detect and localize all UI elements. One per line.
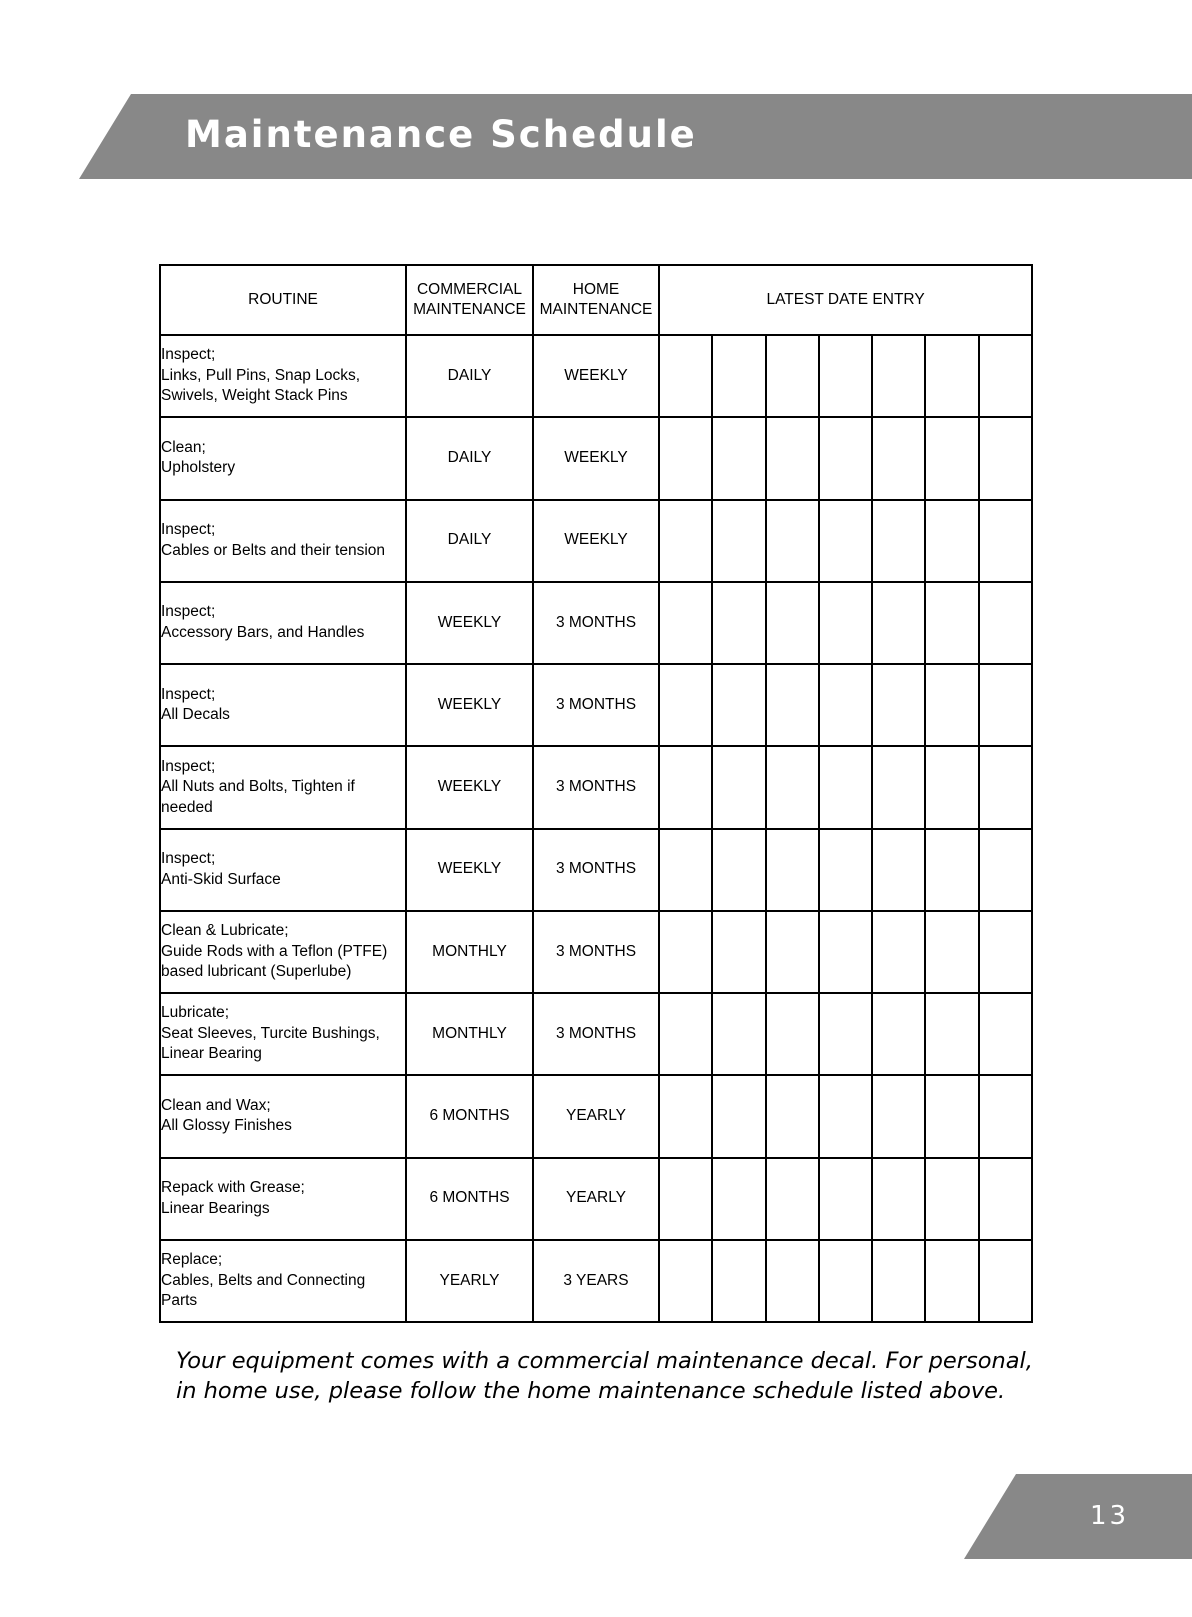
routine-line: All Nuts and Bolts, Tighten if <box>161 778 355 796</box>
date-entry-cell[interactable] <box>819 746 872 828</box>
date-entry-cell[interactable] <box>766 829 819 911</box>
home-frequency-cell: WEEKLY <box>533 500 659 582</box>
date-entry-cell[interactable] <box>872 664 925 746</box>
routine-line: Clean and Wax; <box>161 1096 271 1114</box>
routine-line: Replace; <box>161 1251 223 1269</box>
date-entry-cell[interactable] <box>766 1075 819 1157</box>
date-entry-cell[interactable] <box>925 417 978 499</box>
routine-line: Linear Bearing <box>161 1045 262 1063</box>
date-entry-cell[interactable] <box>819 417 872 499</box>
commercial-frequency-cell: WEEKLY <box>406 664 533 746</box>
routine-line: based lubricant (Superlube) <box>161 963 352 981</box>
table-row <box>160 664 1032 746</box>
date-entry-cell[interactable] <box>659 746 712 828</box>
date-entry-cell[interactable] <box>659 1158 712 1240</box>
date-entry-cell[interactable] <box>979 911 1032 993</box>
date-entry-cell[interactable] <box>712 582 765 664</box>
date-entry-cell[interactable] <box>925 993 978 1075</box>
date-entry-cell[interactable] <box>979 1240 1032 1322</box>
date-entry-cell[interactable] <box>925 335 978 417</box>
commercial-frequency-cell: 6 MONTHS <box>406 1075 533 1157</box>
table-row <box>160 582 1032 664</box>
home-frequency-cell: YEARLY <box>533 1075 659 1157</box>
routine-line: Cables, Belts and Connecting <box>161 1271 366 1289</box>
date-entry-cell[interactable] <box>766 1158 819 1240</box>
header-home-line-1: HOME <box>572 280 620 298</box>
routine-cell <box>160 911 406 993</box>
date-entry-cell[interactable] <box>979 829 1032 911</box>
routine-line: needed <box>161 798 213 816</box>
routine-line: Cables or Belts and their tension <box>161 541 386 559</box>
date-entry-cell[interactable] <box>925 1158 978 1240</box>
page-title: Maintenance Schedule <box>185 113 697 156</box>
home-frequency-cell: WEEKLY <box>533 417 659 499</box>
date-entry-cell[interactable] <box>979 1158 1032 1240</box>
footer-note-line-1: Your equipment comes with a commercial maintenance decal. For personal, <box>176 1348 1033 1374</box>
routine-cell <box>160 746 406 828</box>
table-row <box>160 1240 1032 1322</box>
date-entry-cell[interactable] <box>872 500 925 582</box>
commercial-frequency-cell: DAILY <box>406 417 533 499</box>
date-entry-cell[interactable] <box>712 500 765 582</box>
date-entry-cell[interactable] <box>659 1075 712 1157</box>
date-entry-cell[interactable] <box>659 911 712 993</box>
home-frequency-cell: 3 MONTHS <box>533 993 659 1075</box>
footer-note <box>176 1346 1076 1406</box>
routine-line: Guide Rods with a Teflon (PTFE) <box>161 942 388 960</box>
date-entry-cell[interactable] <box>712 993 765 1075</box>
date-entry-cell[interactable] <box>712 829 765 911</box>
date-entry-cell[interactable] <box>659 664 712 746</box>
routine-line: Linear Bearings <box>161 1199 270 1217</box>
commercial-frequency-cell: WEEKLY <box>406 746 533 828</box>
header-home-maintenance <box>533 265 659 335</box>
date-entry-cell[interactable] <box>872 582 925 664</box>
table-row <box>160 911 1032 993</box>
footer-note-line-2: in home use, please follow the home maintenance schedule listed above. <box>176 1378 1006 1404</box>
home-frequency-cell: 3 MONTHS <box>533 582 659 664</box>
date-entry-cell[interactable] <box>659 335 712 417</box>
commercial-frequency-cell: YEARLY <box>406 1240 533 1322</box>
date-entry-cell[interactable] <box>766 664 819 746</box>
date-entry-cell[interactable] <box>659 1240 712 1322</box>
date-entry-cell[interactable] <box>659 417 712 499</box>
header-latest-date-entry: LATEST DATE ENTRY <box>659 265 1032 335</box>
commercial-frequency-cell: WEEKLY <box>406 582 533 664</box>
routine-line: Lubricate; <box>161 1004 230 1022</box>
routine-cell <box>160 1240 406 1322</box>
routine-line: Inspect; <box>161 346 216 364</box>
routine-line: All Decals <box>161 706 230 724</box>
table-row <box>160 746 1032 828</box>
date-entry-cell[interactable] <box>712 1075 765 1157</box>
date-entry-cell[interactable] <box>925 582 978 664</box>
date-entry-cell[interactable] <box>766 417 819 499</box>
date-entry-cell[interactable] <box>925 829 978 911</box>
routine-line: Upholstery <box>161 459 236 477</box>
date-entry-cell[interactable] <box>819 335 872 417</box>
home-frequency-cell: 3 YEARS <box>533 1240 659 1322</box>
routine-line: Parts <box>161 1292 198 1310</box>
date-entry-cell[interactable] <box>979 582 1032 664</box>
date-entry-cell[interactable] <box>766 993 819 1075</box>
routine-line: Inspect; <box>161 603 216 621</box>
date-entry-cell[interactable] <box>979 417 1032 499</box>
table-row <box>160 993 1032 1075</box>
date-entry-cell[interactable] <box>659 993 712 1075</box>
date-entry-cell[interactable] <box>925 500 978 582</box>
header-commercial-line-1: COMMERCIAL <box>416 280 523 298</box>
date-entry-cell[interactable] <box>712 911 765 993</box>
date-entry-cell[interactable] <box>819 500 872 582</box>
date-entry-cell[interactable] <box>819 582 872 664</box>
date-entry-cell[interactable] <box>659 500 712 582</box>
routine-line: Inspect; <box>161 850 216 868</box>
date-entry-cell[interactable] <box>766 911 819 993</box>
routine-line: Inspect; <box>161 521 216 539</box>
date-entry-cell[interactable] <box>766 335 819 417</box>
date-entry-cell[interactable] <box>872 829 925 911</box>
routine-line: Accessory Bars, and Handles <box>161 623 365 641</box>
date-entry-cell[interactable] <box>925 1240 978 1322</box>
date-entry-cell[interactable] <box>819 664 872 746</box>
routine-cell <box>160 993 406 1075</box>
routine-line: Links, Pull Pins, Snap Locks, <box>161 366 361 384</box>
date-entry-cell[interactable] <box>872 746 925 828</box>
home-frequency-cell: 3 MONTHS <box>533 911 659 993</box>
header-commercial-line-2: MAINTENANCE <box>413 301 526 318</box>
date-entry-cell[interactable] <box>872 1075 925 1157</box>
date-entry-cell[interactable] <box>712 1158 765 1240</box>
date-entry-cell[interactable] <box>766 1240 819 1322</box>
routine-line: Inspect; <box>161 757 216 775</box>
routine-cell <box>160 335 406 417</box>
commercial-frequency-cell: MONTHLY <box>406 993 533 1075</box>
date-entry-cell[interactable] <box>766 746 819 828</box>
table-row <box>160 417 1032 499</box>
date-entry-cell[interactable] <box>819 1158 872 1240</box>
date-entry-cell[interactable] <box>872 1158 925 1240</box>
table-row <box>160 335 1032 417</box>
routine-line: Seat Sleeves, Turcite Bushings, <box>161 1024 380 1042</box>
date-entry-cell[interactable] <box>819 911 872 993</box>
date-entry-cell[interactable] <box>979 746 1032 828</box>
date-entry-cell[interactable] <box>872 911 925 993</box>
date-entry-cell[interactable] <box>925 911 978 993</box>
date-entry-cell[interactable] <box>766 500 819 582</box>
routine-line: Clean & Lubricate; <box>161 922 289 940</box>
date-entry-cell[interactable] <box>659 582 712 664</box>
date-entry-cell[interactable] <box>766 582 819 664</box>
routine-line: Repack with Grease; <box>161 1179 305 1197</box>
home-frequency-cell: 3 MONTHS <box>533 664 659 746</box>
commercial-frequency-cell: DAILY <box>406 500 533 582</box>
commercial-frequency-cell: WEEKLY <box>406 829 533 911</box>
commercial-frequency-cell: DAILY <box>406 335 533 417</box>
table-row <box>160 1158 1032 1240</box>
home-frequency-cell: YEARLY <box>533 1158 659 1240</box>
date-entry-cell[interactable] <box>712 746 765 828</box>
table-row <box>160 829 1032 911</box>
routine-line: All Glossy Finishes <box>161 1117 292 1135</box>
header-routine: ROUTINE <box>160 265 406 335</box>
table-body <box>160 335 1032 1322</box>
routine-cell <box>160 417 406 499</box>
routine-cell <box>160 582 406 664</box>
date-entry-cell[interactable] <box>659 829 712 911</box>
header-home-line-2: MAINTENANCE <box>539 301 653 318</box>
date-entry-cell[interactable] <box>819 993 872 1075</box>
routine-line: Inspect; <box>161 685 216 703</box>
date-entry-cell[interactable] <box>979 1075 1032 1157</box>
commercial-frequency-cell: 6 MONTHS <box>406 1158 533 1240</box>
date-entry-cell[interactable] <box>712 417 765 499</box>
date-entry-cell[interactable] <box>872 417 925 499</box>
date-entry-cell[interactable] <box>979 500 1032 582</box>
date-entry-cell[interactable] <box>979 993 1032 1075</box>
date-entry-cell[interactable] <box>872 1240 925 1322</box>
date-entry-cell[interactable] <box>872 335 925 417</box>
maintenance-schedule-table <box>159 264 1033 1323</box>
page-number-tab <box>964 1474 1192 1559</box>
routine-cell <box>160 664 406 746</box>
date-entry-cell[interactable] <box>712 335 765 417</box>
date-entry-cell[interactable] <box>925 1075 978 1157</box>
routine-cell <box>160 1158 406 1240</box>
table-header-row <box>160 265 1032 335</box>
routine-line: Swivels, Weight Stack Pins <box>161 387 348 405</box>
commercial-frequency-cell: MONTHLY <box>406 911 533 993</box>
date-entry-cell[interactable] <box>872 993 925 1075</box>
home-frequency-cell: 3 MONTHS <box>533 746 659 828</box>
page-number: 13 <box>1090 1501 1130 1531</box>
routine-cell <box>160 500 406 582</box>
date-entry-cell[interactable] <box>819 1075 872 1157</box>
table-row <box>160 1075 1032 1157</box>
routine-cell <box>160 1075 406 1157</box>
routine-line: Anti-Skid Surface <box>161 870 281 888</box>
date-entry-cell[interactable] <box>979 335 1032 417</box>
date-entry-cell[interactable] <box>819 1240 872 1322</box>
routine-cell <box>160 829 406 911</box>
routine-line: Clean; <box>161 438 206 456</box>
home-frequency-cell: WEEKLY <box>533 335 659 417</box>
header-commercial-maintenance <box>406 265 533 335</box>
date-entry-cell[interactable] <box>925 664 978 746</box>
date-entry-cell[interactable] <box>712 664 765 746</box>
date-entry-cell[interactable] <box>925 746 978 828</box>
date-entry-cell[interactable] <box>819 829 872 911</box>
table-row <box>160 500 1032 582</box>
home-frequency-cell: 3 MONTHS <box>533 829 659 911</box>
date-entry-cell[interactable] <box>979 664 1032 746</box>
date-entry-cell[interactable] <box>712 1240 765 1322</box>
